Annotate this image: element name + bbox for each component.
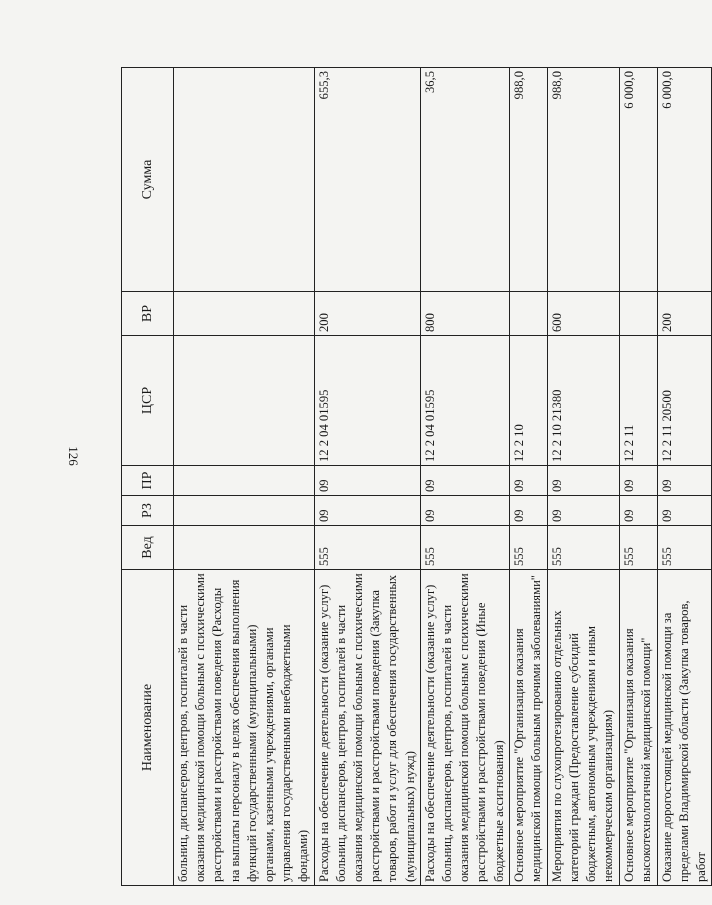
budget-table — [121, 67, 712, 886]
row-rz: 09 — [657, 496, 712, 526]
row-ved: 555 — [547, 526, 619, 570]
table-row — [619, 68, 657, 886]
row-pr: 09 — [509, 466, 547, 496]
row-vr — [619, 292, 657, 336]
row-ved: 555 — [509, 526, 547, 570]
row-sum: 988,0 — [509, 68, 547, 292]
row-ved: 555 — [314, 526, 420, 570]
row-pr: 09 — [420, 466, 509, 496]
row-ved: 555 — [657, 526, 712, 570]
row-name: больниц, диспансеров, центров, госпиталей в части оказания медицинской помощи больным с психическими расстройствами и расстройствами поведения (Расходы на выплаты персоналу в целях обеспечения выполнения функций государственными (муниципальными) органами, казенными учреждениями, органами управления государственными внебюджетными фондами) — [174, 570, 315, 886]
row-sum: 988,0 — [547, 68, 619, 292]
row-sum: 6 000,0 — [657, 68, 712, 292]
row-name: Расходы на обеспечение деятельности (оказание услуг) больниц, диспансеров, центров, госпиталей в части оказания медицинской помощи больным с психическими расстройствами и расстройствами поведения (Иные бюджетные ассигнования) — [420, 570, 509, 886]
row-rz — [174, 496, 315, 526]
row-ved: 555 — [420, 526, 509, 570]
row-pr — [174, 466, 315, 496]
table-row — [314, 68, 420, 886]
row-csr: 12 2 04 01595 — [314, 336, 420, 466]
row-vr: 200 — [657, 292, 712, 336]
table-row — [420, 68, 509, 886]
row-pr: 09 — [657, 466, 712, 496]
header-pr: ПР — [122, 466, 174, 496]
header-name: Наименование — [122, 570, 174, 886]
row-name: Расходы на обеспечение деятельности (оказание услуг) больниц, диспансеров, центров, госпиталей в части оказания медицинской помощи больным с психическими расстройствами и расстройствами поведения (Закупка товаров, работ и услуг для обеспечения государственных (муниципальных) нужд) — [314, 570, 420, 886]
header-csr: ЦСР — [122, 336, 174, 466]
row-sum — [174, 68, 315, 292]
row-sum: 36,5 — [420, 68, 509, 292]
table-row — [174, 68, 315, 886]
row-csr: 12 2 11 20500 — [657, 336, 712, 466]
row-rz: 09 — [547, 496, 619, 526]
row-vr — [174, 292, 315, 336]
page-number: 126 — [66, 446, 81, 466]
row-name: Основное мероприятие "Организация оказания высокотехнологичной медицинской помощи" — [619, 570, 657, 886]
row-vr — [509, 292, 547, 336]
row-csr: 12 2 11 — [619, 336, 657, 466]
row-ved: 555 — [619, 526, 657, 570]
row-csr — [174, 336, 315, 466]
row-csr: 12 2 10 21380 — [547, 336, 619, 466]
row-pr: 09 — [314, 466, 420, 496]
row-vr: 600 — [547, 292, 619, 336]
row-vr: 200 — [314, 292, 420, 336]
table-row — [547, 68, 619, 886]
row-rz: 09 — [509, 496, 547, 526]
budget-table-container — [121, 68, 709, 886]
table-row — [509, 68, 547, 886]
row-name: Мероприятия по слухопротезированию отдельных категорий граждан (Предоставление субсидий бюджетным, автономным учреждениям и иным некоммерческим организациям) — [547, 570, 619, 886]
row-csr: 12 2 04 01595 — [420, 336, 509, 466]
row-rz: 09 — [619, 496, 657, 526]
row-ved — [174, 526, 315, 570]
header-ved: Вед — [122, 526, 174, 570]
table-row — [657, 68, 712, 886]
row-name: Основное мероприятие "Организация оказания медицинской помощи больным прочими заболеваниями" — [509, 570, 547, 886]
row-sum: 6 000,0 — [619, 68, 657, 292]
row-vr: 800 — [420, 292, 509, 336]
header-vr: ВР — [122, 292, 174, 336]
row-csr: 12 2 10 — [509, 336, 547, 466]
row-name: Оказание дорогостоящей медицинской помощи за пределами Владимирской области (Закупка товаров, работ — [657, 570, 712, 886]
row-sum: 655,3 — [314, 68, 420, 292]
row-rz: 09 — [314, 496, 420, 526]
header-sum: Сумма — [122, 68, 174, 292]
header-rz: РЗ — [122, 496, 174, 526]
row-pr: 09 — [547, 466, 619, 496]
table-header-row — [122, 68, 174, 886]
row-pr: 09 — [619, 466, 657, 496]
row-rz: 09 — [420, 496, 509, 526]
